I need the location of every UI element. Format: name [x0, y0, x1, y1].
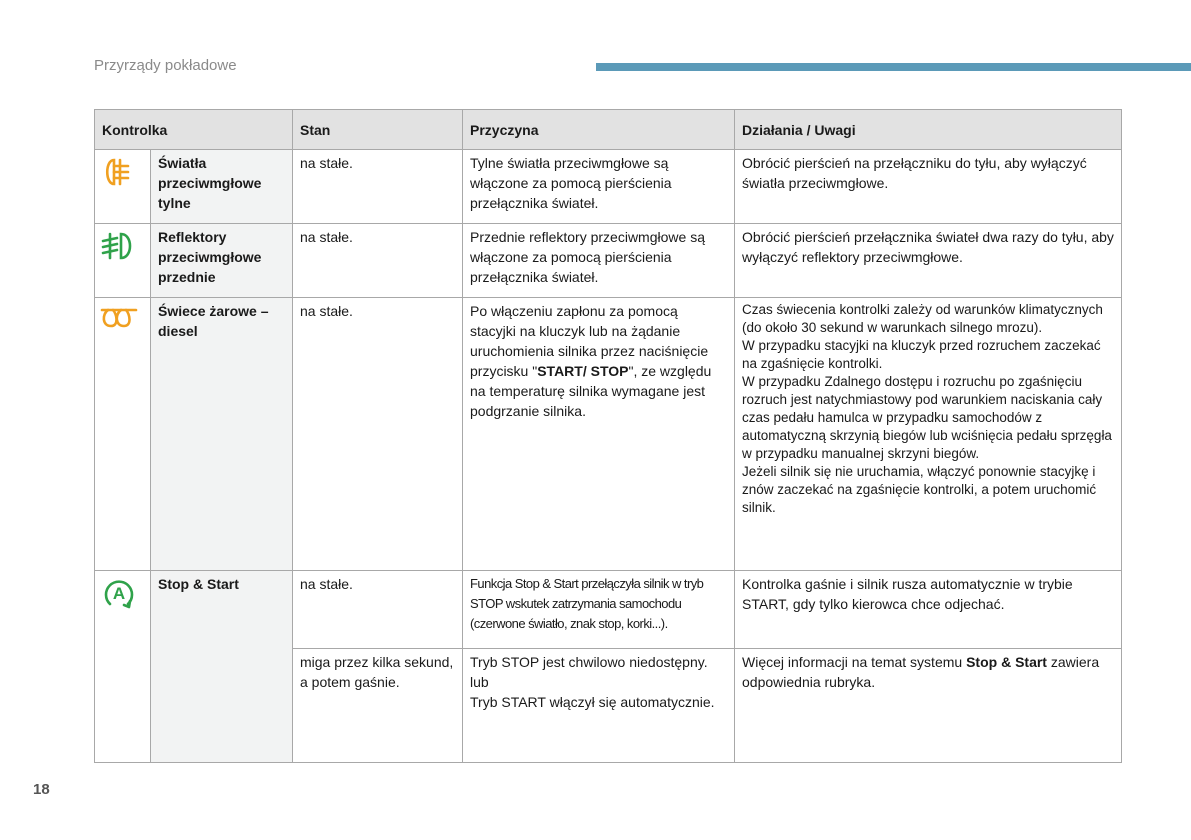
light-action: Obrócić pierścień przełącznika świateł dwa razy do tyłu, aby wyłączyć reflektory przeciwmgłowe.	[735, 224, 1122, 298]
section-title: Przyrządy pokładowe	[94, 57, 237, 74]
action-paragraph: W przypadku stacyjki na kluczyk przed rozruchem zaczekać na zgaśnięcie kontrolki.	[742, 338, 1101, 371]
column-header-stan: Stan	[293, 110, 463, 150]
light-name: Świece żarowe – diesel	[151, 298, 293, 571]
page-number: 18	[33, 781, 50, 798]
light-name: Światła przeciwmgłowe tylne	[151, 150, 293, 224]
header-accent-bar	[596, 63, 1191, 71]
column-header-dzialania: Działania / Uwagi	[735, 110, 1122, 150]
light-state: na stałe.	[293, 224, 463, 298]
svg-text:A: A	[112, 584, 126, 603]
light-action: Kontrolka gaśnie i silnik rusza automatycznie w trybie START, gdy tylko kierowca chce odjechać.	[735, 571, 1122, 649]
light-action: Obrócić pierścień na przełączniku do tyłu, aby wyłączyć światła przeciwmgłowe.	[735, 150, 1122, 224]
light-state: na stałe.	[293, 298, 463, 571]
column-header-kontrolka: Kontrolka	[95, 110, 293, 150]
start-stop-button-label: START/ STOP	[537, 363, 629, 379]
light-cause: Tylne światła przeciwmgłowe są włączone za pomocą pierścienia przełącznika świateł.	[463, 150, 735, 224]
icon-cell	[95, 150, 151, 224]
table-row	[95, 150, 1122, 224]
cause-text: ", ze względu na temperaturę silnika wymagane jest podgrzanie silnika.	[470, 363, 712, 419]
cause-line: Tryb START włączył się automatycznie.	[470, 694, 715, 710]
action-system-name: Stop & Start	[966, 654, 1047, 670]
light-state: miga przez kilka sekund, a potem gaśnie.	[293, 649, 463, 763]
table-row	[95, 224, 1122, 298]
table-row	[95, 571, 1122, 649]
warning-lights-table	[94, 109, 1122, 763]
glow-plug-icon	[99, 304, 139, 332]
front-fog-light-icon	[99, 230, 139, 262]
icon-cell	[95, 224, 151, 298]
light-action	[735, 298, 1122, 571]
light-action	[735, 649, 1122, 763]
action-paragraph: Jeżeli silnik się nie uruchamia, włączyć ponownie stacyjkę i znów zaczekać na zgaśnięcie kontrolki, a potem uruchomić silnik.	[742, 464, 1097, 515]
light-cause	[463, 649, 735, 763]
light-cause	[463, 298, 735, 571]
cause-text: Po włączeniu zapłonu za pomocą stacyjki na kluczyk lub na żądanie uruchomienia silnika przez naciśnięcie przycisku "	[470, 303, 709, 379]
light-cause: Funkcja Stop & Start przełączyła silnik w tryb STOP wskutek zatrzymania samochodu (czerwone światło, znak stop, korki...).	[463, 571, 735, 649]
action-text: Więcej informacji na temat systemu	[742, 654, 967, 670]
icon-cell	[95, 571, 151, 763]
action-paragraph: W przypadku Zdalnego dostępu i rozruchu po zgaśnięciu rozruch jest natychmiastowy pod warunkiem naciskania cały czas pedału hamulca w przypadku samochodów z automatyczną skrzynią biegów lub wciśnięcia pedału sprzęgła w przypadku manualnej skrzyni biegów.	[742, 374, 1112, 461]
action-text: zawiera odpowiednia rubryka.	[742, 654, 1100, 690]
light-name: Stop & Start	[151, 571, 293, 763]
light-name: Reflektory przeciwmgłowe przednie	[151, 224, 293, 298]
table-header-row	[95, 110, 1122, 150]
table-row	[95, 298, 1122, 571]
cause-line: Tryb STOP jest chwilowo niedostępny.	[470, 654, 708, 670]
light-state: na stałe.	[293, 150, 463, 224]
icon-cell	[95, 298, 151, 571]
action-paragraph: Czas świecenia kontrolki zależy od warunków klimatycznych (do około 30 sekund w warunkach silnego mrozu).	[742, 302, 1103, 335]
cause-line: lub	[470, 674, 489, 690]
stop-start-icon	[99, 577, 139, 611]
light-state: na stałe.	[293, 571, 463, 649]
light-cause: Przednie reflektory przeciwmgłowe są włączone za pomocą pierścienia przełącznika świateł.	[463, 224, 735, 298]
column-header-przyczyna: Przyczyna	[463, 110, 735, 150]
rear-fog-light-icon	[99, 156, 139, 188]
